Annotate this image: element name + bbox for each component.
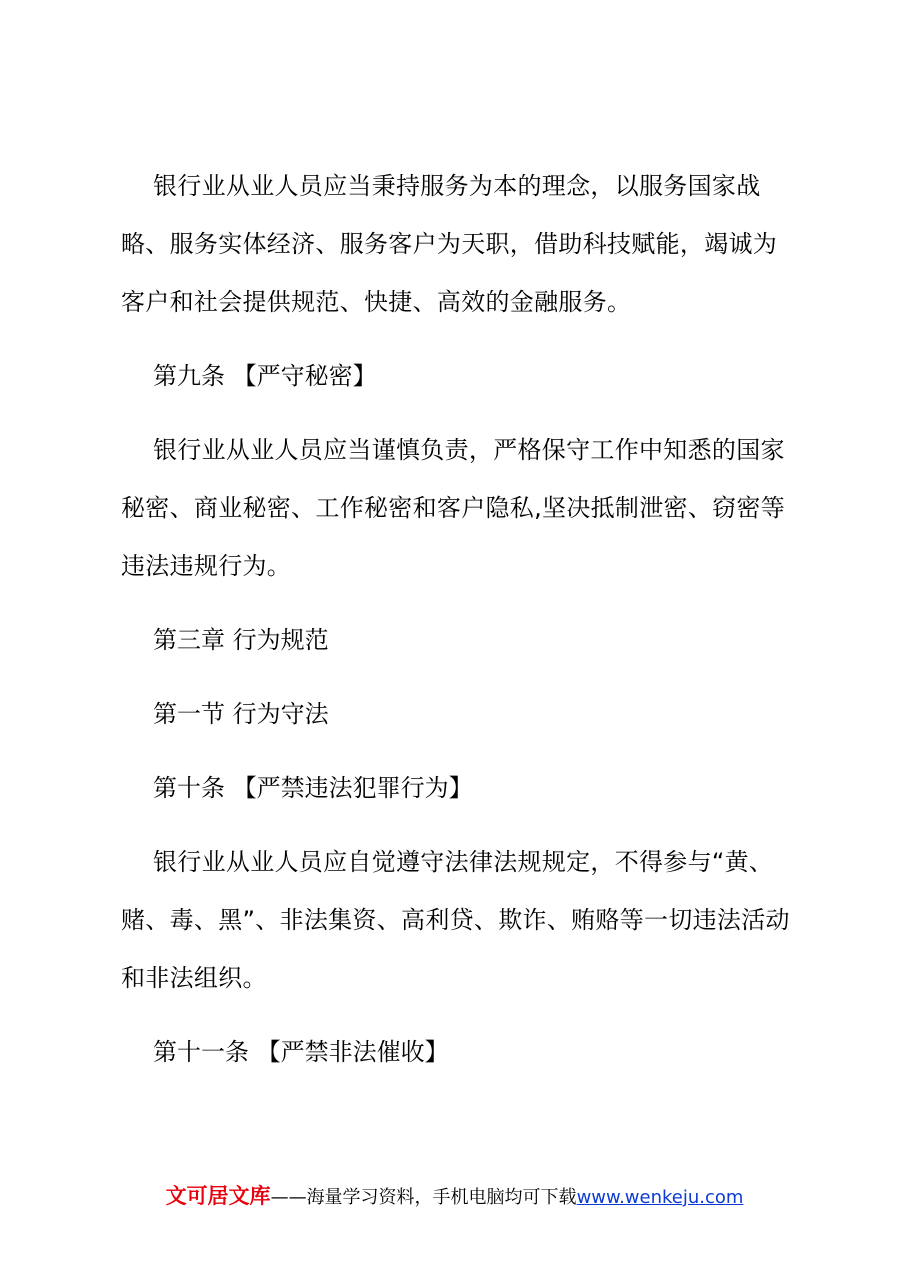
- paragraph-service-principle: 银行业从业人员应当秉持服务为本的理念，以服务国家战略、服务实体经济、服务客户为天职，借助科技赋能，竭诚为客户和社会提供规范、快捷、高效的金融服务。: [121, 172, 778, 316]
- paragraph-keep-secrets: 银行业从业人员应当谨慎负责，严格保守工作中知悉的国家秘密、商业秘密、工作秘密和客户隐私,坚决抵制泄密、窃密等违法违规行为。: [121, 436, 786, 580]
- section-1-heading: 第一节 行为守法: [153, 700, 329, 728]
- document-body: [121, 157, 801, 1081]
- article-9-heading: 第九条 【严守秘密】: [153, 362, 377, 390]
- footer-slogan: ——海量学习资料，手机电脑均可下载: [270, 1187, 577, 1208]
- article-10-heading: 第十条 【严禁违法犯罪行为】: [153, 774, 473, 802]
- footer-website-link[interactable]: www.wenkeju.com: [576, 1187, 744, 1208]
- footer-brand: 文可居文库: [165, 1184, 271, 1208]
- page-footer: [0, 1180, 909, 1210]
- article-11-heading: 第十一条 【严禁非法催收】: [153, 1038, 449, 1066]
- paragraph-law-abiding: 银行业从业人员应自觉遵守法律法规规定，不得参与“黄、赌、毒、黑”、非法集资、高利贷、欺诈、贿赂等一切违法活动和非法组织。: [121, 848, 790, 992]
- chapter-3-heading: 第三章 行为规范: [153, 626, 329, 654]
